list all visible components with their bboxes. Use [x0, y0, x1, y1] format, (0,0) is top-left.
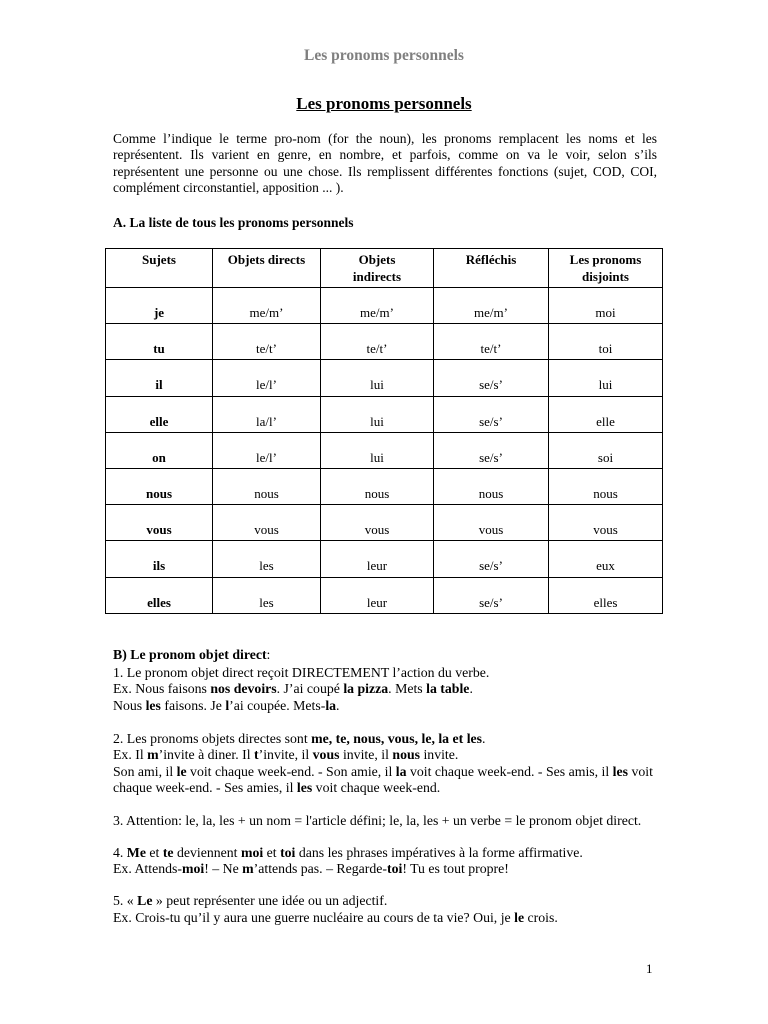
header-objets-indirects: [321, 249, 434, 288]
text-line: [113, 665, 489, 681]
pronoun-cell: lui: [321, 360, 434, 396]
header-line: Les pronoms: [569, 252, 642, 267]
subject-pronoun-cell: elles: [106, 577, 213, 613]
header-line: Objets: [358, 252, 396, 267]
table-header-row: [106, 249, 663, 288]
pronoun-cell: te/t’: [321, 324, 434, 360]
table-row: [106, 505, 663, 541]
bold-text: nous: [392, 747, 421, 763]
paragraph-4: [113, 845, 583, 878]
pronoun-cell: se/s’: [434, 432, 549, 468]
pronoun-cell: les: [213, 577, 321, 613]
subject-pronoun-cell: ils: [106, 541, 213, 577]
bold-text: la: [325, 697, 337, 713]
text-segment: .: [336, 697, 340, 713]
pronoun-cell: leur: [321, 541, 434, 577]
pronoun-cell: les: [213, 541, 321, 577]
bold-text: la table: [426, 681, 470, 697]
text-segment: 4.: [113, 845, 127, 860]
text-segment: voit chaque week-end. - Ses amis, il: [406, 763, 613, 779]
text-line: [113, 845, 583, 861]
bold-text: m: [147, 747, 159, 763]
pronoun-cell: vous: [549, 505, 663, 541]
pronoun-cell: lui: [549, 360, 663, 396]
text-segment: Nous: [113, 697, 146, 713]
pronoun-cell: le/l’: [213, 432, 321, 468]
pronoun-cell: le/l’: [213, 360, 321, 396]
table-row: [106, 577, 663, 613]
pronoun-cell: te/t’: [434, 324, 549, 360]
bold-text: la: [395, 763, 407, 779]
pronoun-cell: toi: [549, 324, 663, 360]
pronoun-cell: nous: [549, 468, 663, 504]
subject-pronoun-cell: nous: [106, 468, 213, 504]
section-a-heading: A. La liste de tous les pronoms personnels: [113, 215, 354, 230]
subject-pronoun-cell: tu: [106, 324, 213, 360]
table-row: [106, 324, 663, 360]
text-segment: ’invite, il: [258, 747, 313, 763]
pronoun-cell: nous: [321, 468, 434, 504]
text-segment: Ex. Attends-: [113, 861, 182, 877]
bold-text: la pizza: [343, 681, 389, 697]
text-line: [113, 764, 653, 780]
bold-text: m: [242, 861, 254, 877]
intro-line: représentent une personne ou une chose. Ils remplissent différentes fonctions (sujet, COD, COI,: [113, 163, 657, 179]
paragraph-3: [113, 813, 641, 829]
text-line: [113, 910, 558, 927]
running-header: Les pronoms personnels: [304, 47, 464, 64]
bold-text: moi: [181, 861, 205, 877]
pronoun-cell: moi: [549, 288, 663, 324]
bold-text: vous: [312, 747, 340, 763]
pronoun-cell: lui: [321, 432, 434, 468]
table-row: [106, 432, 663, 468]
bold-text: me, te, nous, vous, le, la et les: [311, 731, 483, 746]
text-segment: voit chaque week-end. - Son amie, il: [186, 763, 396, 779]
bold-text: le: [176, 763, 187, 779]
bold-text: te: [162, 845, 174, 860]
header-pronoms-disjoints: [549, 249, 663, 288]
subject-pronoun-cell: je: [106, 288, 213, 324]
text-line: [113, 731, 653, 747]
pronoun-cell: me/m’: [213, 288, 321, 324]
bold-text: toi: [280, 845, 296, 860]
pronoun-cell: la/l’: [213, 396, 321, 432]
document-title: [0, 95, 768, 113]
text-segment: ’ai coupée. Mets-: [229, 697, 326, 713]
pronoun-cell: elles: [549, 577, 663, 613]
text-segment: faisons. Je: [160, 697, 226, 713]
text-segment: 3. Attention: le, la, les + un nom = l'article défini; le, la, les + un verbe = le pronom objet direct.: [113, 813, 642, 828]
text-segment: 2. Les pronoms objets directes sont: [113, 731, 312, 746]
bold-text: t: [254, 747, 259, 763]
text-segment: ! – Ne: [204, 861, 243, 877]
text-segment: 1. Le pronom objet direct reçoit DIRECTEMENT l’action du verbe.: [113, 665, 490, 680]
intro-line: complément circonstantiel, apposition ... ).: [113, 179, 344, 195]
bold-text: moi: [240, 845, 264, 860]
text-line: [113, 893, 558, 910]
table-row: [106, 360, 663, 396]
bold-text: B) Le pronom objet direct: [113, 647, 267, 662]
pronoun-cell: lui: [321, 396, 434, 432]
pronoun-table-body: [106, 288, 663, 614]
text-segment: invite.: [420, 747, 459, 763]
pronoun-cell: me/m’: [434, 288, 549, 324]
text-line: [113, 813, 641, 829]
subject-pronoun-cell: vous: [106, 505, 213, 541]
pronoun-cell: se/s’: [434, 541, 549, 577]
text-line: [113, 647, 270, 663]
pronoun-cell: nous: [434, 468, 549, 504]
text-line: [113, 681, 489, 697]
text-line: [113, 698, 489, 714]
text-segment: ’attends pas. – Regarde-: [253, 861, 387, 877]
text-segment: ! Tu es tout propre!: [402, 861, 509, 877]
text-segment: .: [482, 731, 486, 746]
text-segment: :: [266, 647, 271, 662]
pronoun-cell: nous: [213, 468, 321, 504]
text-segment: dans les phrases impératives à la forme affirmative.: [295, 845, 583, 860]
page-number: 1: [646, 961, 653, 976]
text-line: [113, 747, 653, 763]
text-segment: voit: [628, 763, 653, 779]
pronoun-cell: eux: [549, 541, 663, 577]
table-row: [106, 541, 663, 577]
text-line: [113, 861, 583, 877]
pronoun-cell: vous: [434, 505, 549, 541]
intro-paragraph: [113, 131, 657, 196]
bold-text: le: [514, 909, 525, 925]
header-line: Sujets: [142, 252, 176, 267]
text-segment: Son ami, il: [113, 763, 177, 779]
paragraph-2: [113, 731, 653, 796]
pronoun-cell: soi: [549, 432, 663, 468]
intro-line: Comme l’indique le terme pro-nom (for the noun), les pronoms remplacent les noms et les: [113, 131, 657, 146]
paragraph-5: [113, 893, 558, 927]
pronoun-table: [105, 248, 663, 614]
text-segment: Ex. Crois-tu qu’il y aura une guerre nucléaire au cours de ta vie? Oui, je: [113, 909, 515, 925]
pronoun-cell: vous: [213, 505, 321, 541]
bold-text: Le: [137, 893, 153, 908]
text-segment: Ex. Nous faisons: [113, 681, 211, 697]
text-segment: invite, il: [339, 747, 393, 763]
text-segment: 5. «: [113, 893, 138, 908]
subject-pronoun-cell: elle: [106, 396, 213, 432]
text-segment: .: [469, 681, 473, 697]
table-row: [106, 396, 663, 432]
section-b-heading: [113, 647, 270, 663]
bold-text: nos devoirs: [210, 681, 277, 697]
bold-text: les: [612, 763, 628, 779]
pronoun-cell: se/s’: [434, 396, 549, 432]
subject-pronoun-cell: on: [106, 432, 213, 468]
header-sujets: [106, 249, 213, 288]
text-segment: deviennent: [173, 845, 241, 860]
text-segment: crois.: [524, 909, 558, 925]
subject-pronoun-cell: il: [106, 360, 213, 396]
pronoun-cell: elle: [549, 396, 663, 432]
text-segment: Ex. Il: [113, 747, 148, 763]
text-segment: voit chaque week-end.: [312, 779, 441, 795]
header-line: disjoints: [582, 269, 629, 284]
text-segment: chaque week-end. - Ses amies, il: [113, 779, 297, 795]
header-line: Réfléchis: [465, 252, 517, 267]
bold-text: les: [296, 779, 313, 795]
text-segment: . J’ai coupé: [276, 681, 344, 697]
paragraph-1: [113, 665, 489, 714]
pronoun-cell: te/t’: [213, 324, 321, 360]
text-segment: et: [145, 845, 163, 860]
document-title-text: Les pronoms personnels: [296, 94, 472, 113]
header-objets-directs: [213, 249, 321, 288]
bold-text: Me: [126, 845, 146, 860]
bold-text: toi: [386, 861, 403, 877]
bold-text: les: [145, 697, 161, 713]
bold-text: l: [225, 697, 230, 713]
text-segment: ’invite à diner. Il: [158, 747, 255, 763]
text-segment: . Mets: [388, 681, 427, 697]
table-row: [106, 468, 663, 504]
header-line: Objets directs: [227, 252, 306, 267]
header-reflechis: [434, 249, 549, 288]
text-segment: » peut représenter une idée ou un adjectif.: [152, 893, 388, 908]
header-line: indirects: [352, 269, 402, 284]
intro-line: représentent. Ils varient en genre, en nombre, et parfois, comme on va le voir, selon s’ils: [113, 147, 657, 163]
pronoun-cell: se/s’: [434, 577, 549, 613]
text-segment: et: [263, 845, 281, 860]
pronoun-table-head: [106, 249, 663, 288]
text-line: [113, 780, 653, 796]
pronoun-cell: leur: [321, 577, 434, 613]
pronoun-cell: me/m’: [321, 288, 434, 324]
pronoun-cell: vous: [321, 505, 434, 541]
pronoun-cell: se/s’: [434, 360, 549, 396]
table-row: [106, 288, 663, 324]
